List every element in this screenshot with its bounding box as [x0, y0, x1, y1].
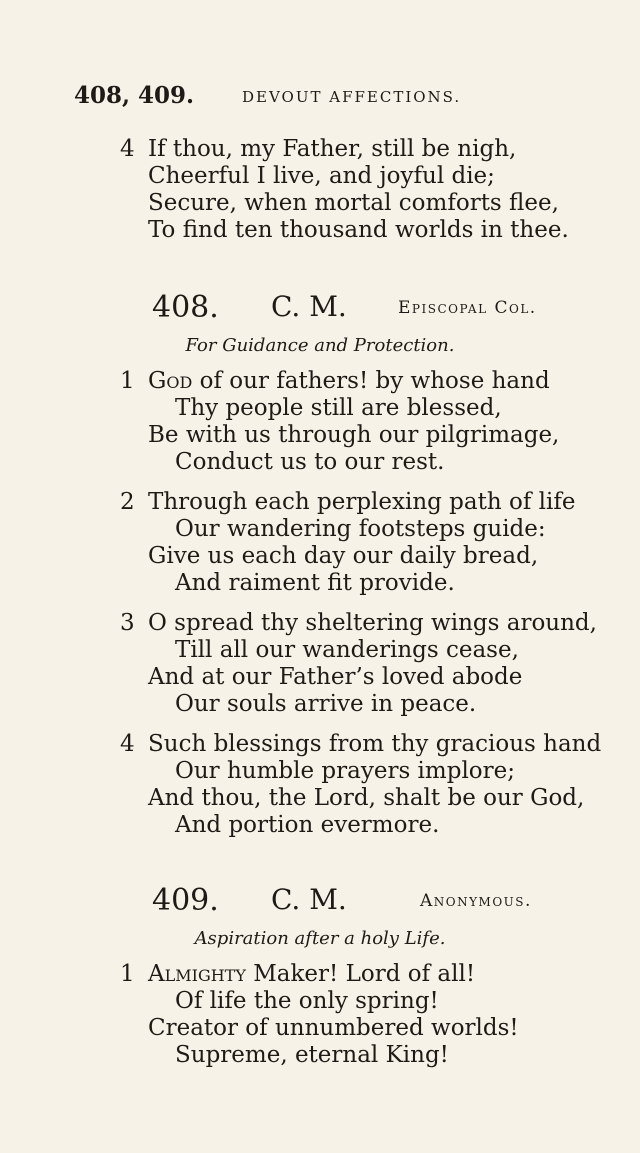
- hymn-author: Episcopal Col.: [398, 298, 537, 318]
- hymn-author: Anonymous.: [420, 891, 532, 911]
- verse-line: Conduct us to our rest.: [175, 449, 445, 475]
- verse-number: 1: [120, 368, 135, 394]
- verse-number: 4: [120, 136, 135, 162]
- verse-line-rest: Maker! Lord of all!: [245, 961, 476, 987]
- hymn-subtitle: Aspiration after a holy Life.: [194, 928, 446, 949]
- running-header: [74, 82, 474, 112]
- hymn-header: [0, 290, 640, 324]
- verse-line-rest: of our fathers! by whose hand: [192, 368, 550, 394]
- verse-line: Such blessings from thy gracious hand: [148, 731, 602, 757]
- hymn-meter: C. M.: [271, 883, 347, 916]
- hymn-number: 408.: [152, 290, 219, 325]
- hymn-subtitle: For Guidance and Protection.: [185, 335, 455, 356]
- verse-line: [148, 963, 475, 986]
- verse-line: Supreme, eternal King!: [175, 1042, 449, 1068]
- page-numbers: 408, 409.: [74, 82, 195, 109]
- verse-line: Till all our wanderings cease,: [175, 637, 519, 663]
- verse-line: Give us each day our daily bread,: [148, 543, 539, 569]
- first-word: Almighty: [148, 961, 246, 987]
- section-title: DEVOUT AFFECTIONS.: [242, 88, 462, 106]
- verse-line: Of life the only spring!: [175, 988, 439, 1014]
- verse-line: Through each perplexing path of life: [148, 489, 576, 515]
- verse-line: Cheerful I live, and joyful die;: [148, 163, 495, 189]
- verse-line: Our wandering footsteps guide:: [175, 516, 546, 542]
- first-word: God: [148, 368, 193, 394]
- verse-line: Secure, when mortal comforts flee,: [148, 190, 559, 216]
- verse-line: And at our Father’s loved abode: [148, 664, 523, 690]
- verse-line: [148, 370, 550, 393]
- hymn-number: 409.: [152, 883, 219, 918]
- verse-line: Our humble prayers implore;: [175, 758, 516, 784]
- verse-line: Creator of unnumbered worlds!: [148, 1015, 519, 1041]
- verse-line: And raiment fit provide.: [175, 570, 455, 596]
- verse-line: Thy people still are blessed,: [175, 395, 502, 421]
- verse-line: O spread thy sheltering wings around,: [148, 610, 597, 636]
- hymn-header: [0, 883, 640, 917]
- verse-line: Our souls arrive in peace.: [175, 691, 477, 717]
- verse-line: If thou, my Father, still be nigh,: [148, 136, 517, 162]
- verse-line: And portion evermore.: [175, 812, 440, 838]
- verse-number: 2: [120, 489, 135, 515]
- verse-number: 1: [120, 961, 135, 987]
- verse-line: And thou, the Lord, shalt be our God,: [148, 785, 585, 811]
- verse-line: Be with us through our pilgrimage,: [148, 422, 560, 448]
- hymn-meter: C. M.: [271, 290, 347, 323]
- verse-number: 4: [120, 731, 135, 757]
- verse-line: To find ten thousand worlds in thee.: [148, 217, 569, 243]
- verse-number: 3: [120, 610, 135, 636]
